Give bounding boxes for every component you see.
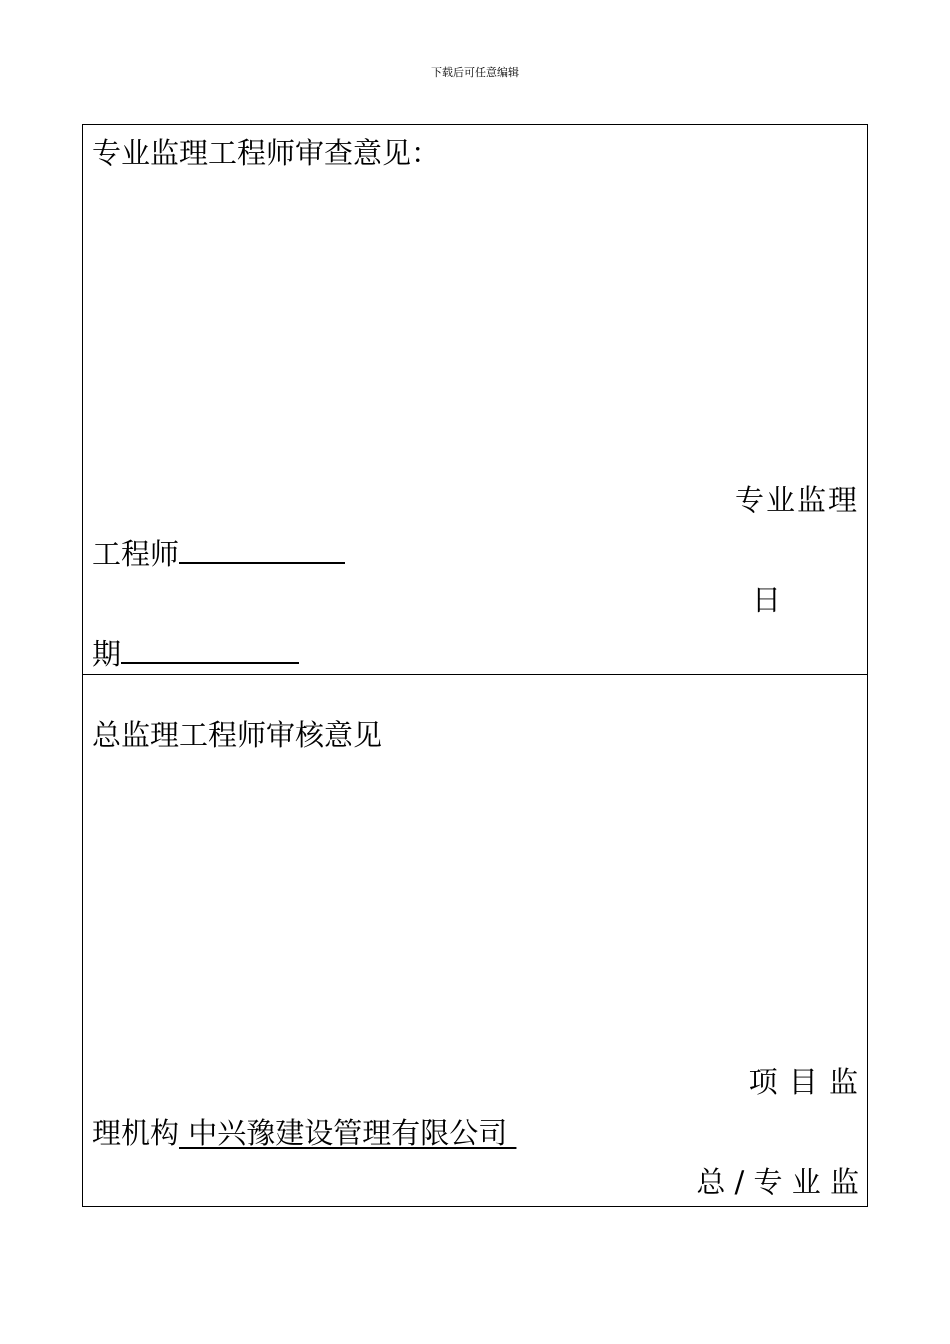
engineer-review-section: [83, 125, 867, 674]
engineer-date-field[interactable]: [121, 632, 299, 664]
engineer-date-row: [92, 632, 299, 672]
chief-engineer-label: 总 / 专 业 监: [696, 1165, 859, 1199]
engineer-signature-label: 专业监理: [734, 483, 859, 517]
review-form-table: [82, 124, 868, 1207]
supervision-org-name: 中兴豫建设管理有限公司: [179, 1116, 517, 1150]
engineer-review-title: 专业监理工程师审查意见：: [92, 136, 441, 170]
engineer-signature-row: [92, 532, 345, 572]
engineer-date-label: 日: [752, 583, 782, 617]
engineer-signature-label-cont: 工程师: [92, 537, 180, 571]
header-note: 下载后可任意编辑: [431, 66, 519, 79]
supervision-org-row: [92, 1115, 516, 1151]
engineer-signature-field[interactable]: [179, 532, 345, 564]
supervision-org-label: 项 目 监: [748, 1065, 859, 1099]
engineer-date-label-cont: 期: [92, 637, 122, 671]
chief-review-section: [83, 674, 867, 1206]
chief-review-title: 总监理工程师审核意见: [92, 718, 383, 752]
supervision-org-label-cont: 理机构: [92, 1116, 180, 1150]
